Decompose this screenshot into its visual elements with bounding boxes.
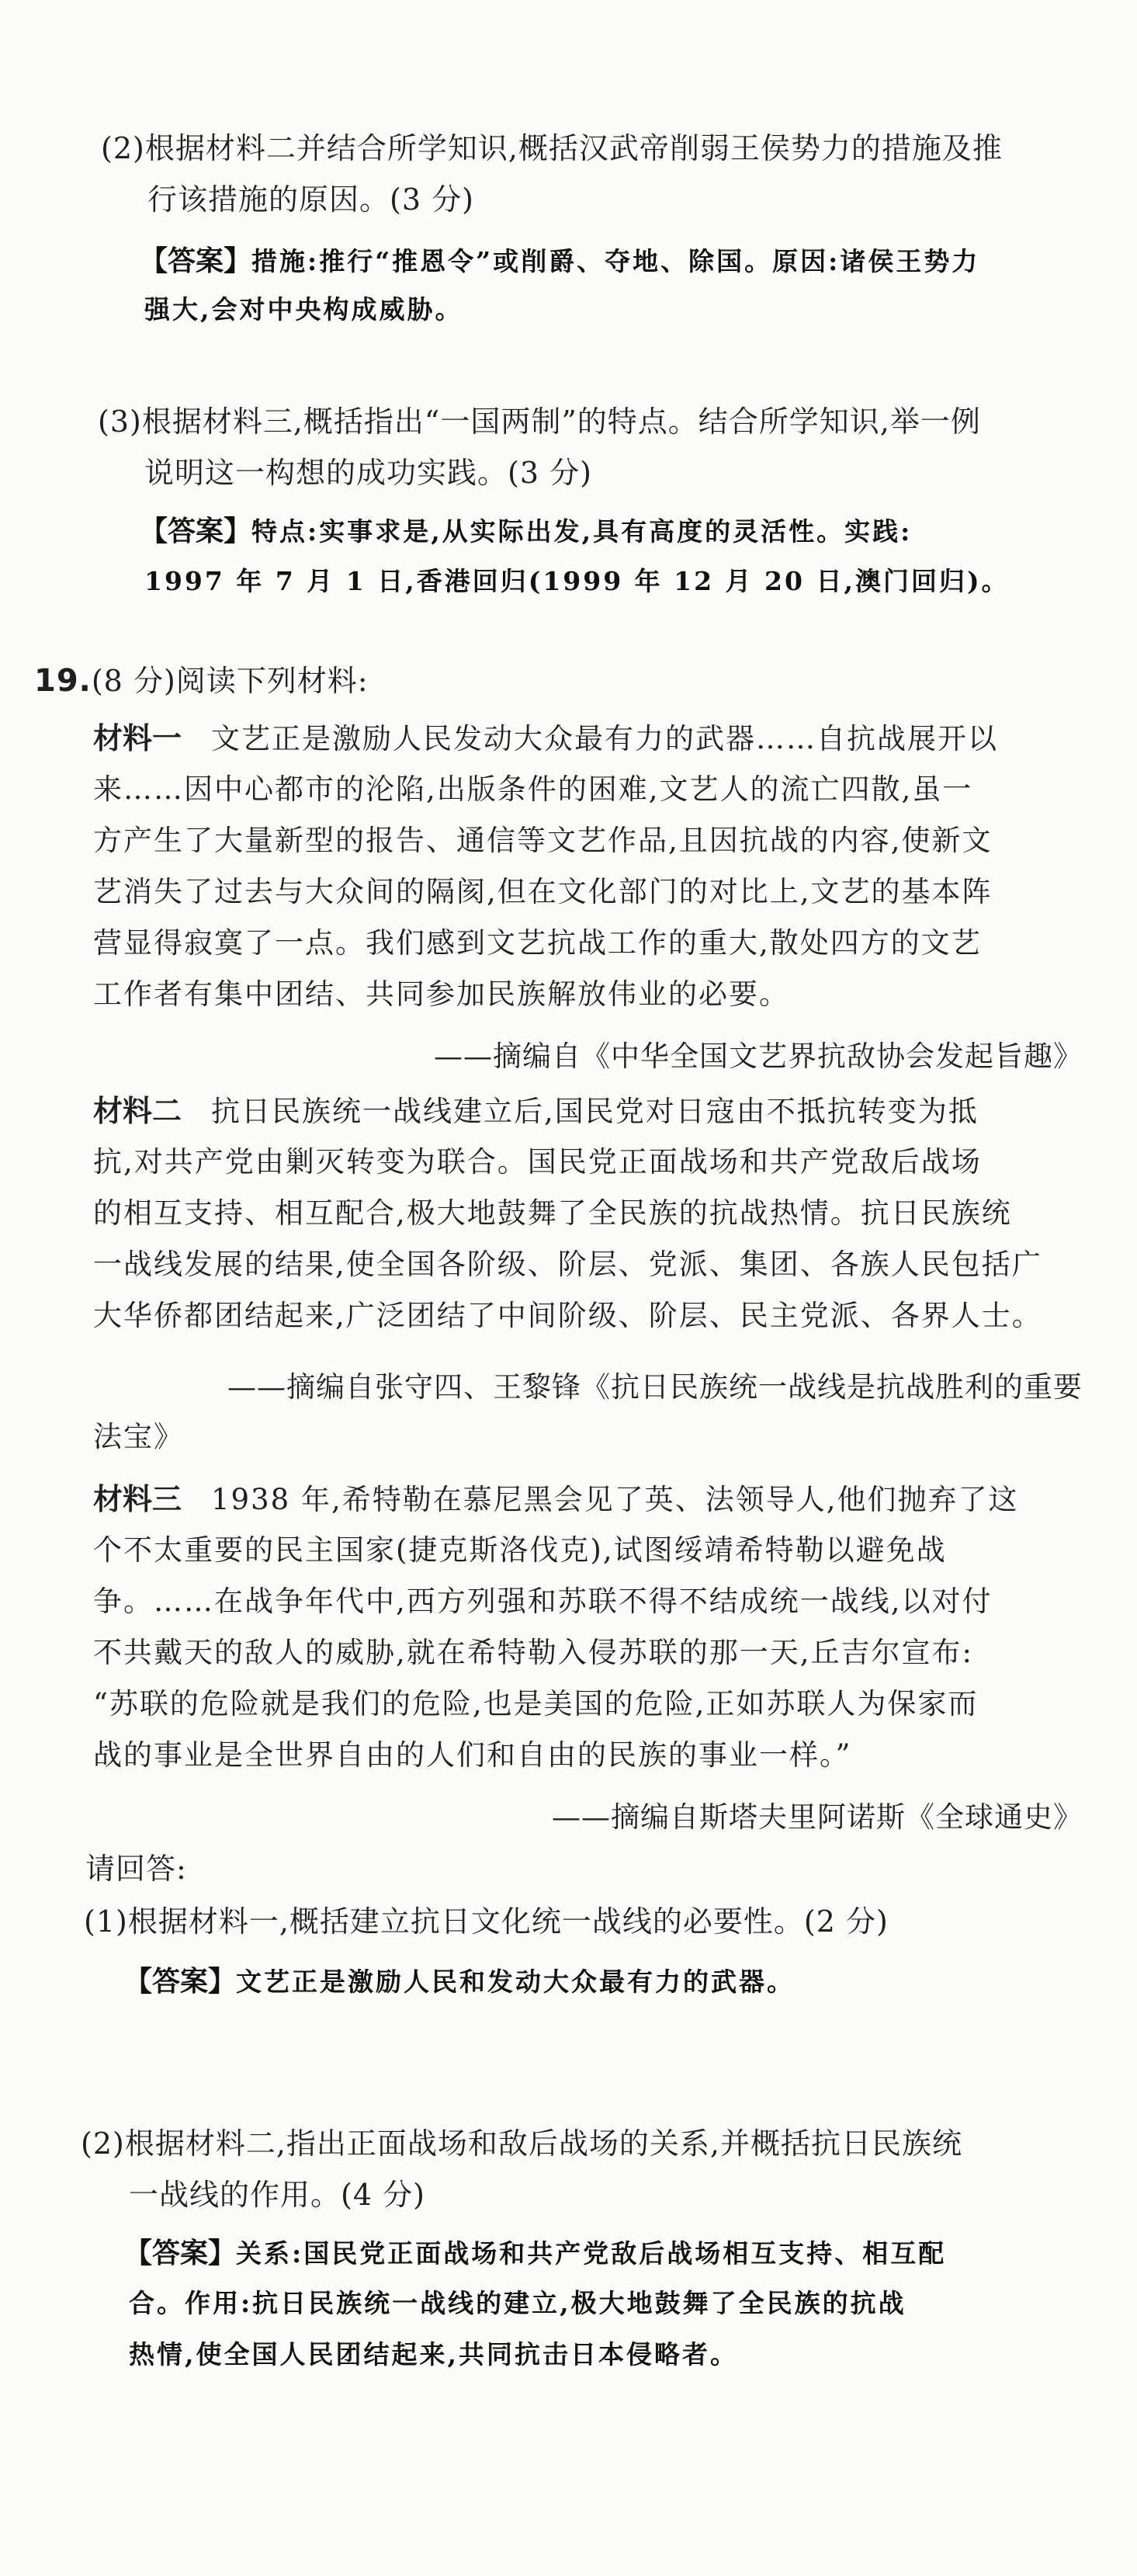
question-2-text-line1: (2)根据材料二并结合所学知识,概括汉武帝削弱王侯势力的措施及推 xyxy=(101,131,1003,165)
please-answer-label: 请回答: xyxy=(85,1852,187,1886)
answer-text: 措施:推行“推恩令”或削爵、夺地、除国。原因:诸侯王势力 xyxy=(251,246,980,276)
answer-text: 文艺正是激励人民和发动大众最有力的武器。 xyxy=(236,1967,796,1997)
material-2-line3: 的相互支持、相互配合,极大地鼓舞了全民族的抗战热情。抗日民族统 xyxy=(93,1196,1012,1230)
material-2-source-line1: ——摘编自张守四、王黎锋《抗日民族统一战线是抗战胜利的重要 xyxy=(227,1370,1083,1404)
question-2-answer-line1 xyxy=(140,244,979,279)
material-1-line5: 营显得寂寞了一点。我们感到文艺抗战工作的重大,散处四方的文艺 xyxy=(93,926,982,960)
material-3-text: 1938 年,希特勒在慕尼黑会见了英、法领导人,他们抛弃了这 xyxy=(211,1483,1019,1516)
q19-sub-2-answer-line2: 合。作用:抗日民族统一战线的建立,极大地鼓舞了全民族的抗战 xyxy=(129,2288,906,2318)
material-2-line5: 大华侨都团结起来,广泛团结了中间阶级、阶层、民主党派、各界人士。 xyxy=(93,1299,1042,1332)
material-3-source: ——摘编自斯塔夫里阿诺斯《全球通史》 xyxy=(552,1800,1083,1834)
material-1-text: 文艺正是激励人民发动大众最有力的武器……自抗战展开以 xyxy=(211,722,999,755)
question-intro: (8 分)阅读下列材料: xyxy=(91,664,369,698)
material-1-line3: 方产生了大量新型的报告、通信等文艺作品,且因抗战的内容,使新文 xyxy=(93,824,993,857)
answer-text: 特点:实事求是,从实际出发,具有高度的灵活性。实践: xyxy=(251,516,913,547)
material-1-line2: 来……因中心都市的沦陷,出版条件的困难,文艺人的流亡四散,虽一 xyxy=(93,772,973,806)
q19-sub-2-answer-line3: 热情,使全国人民团结起来,共同抗击日本侵略者。 xyxy=(129,2339,738,2369)
material-3-line4: 不共戴天的敌人的威胁,就在希特勒入侵苏联的那一天,丘吉尔宣布: xyxy=(93,1636,973,1669)
question-2-answer-line2: 强大,会对中央构成威胁。 xyxy=(144,294,463,325)
material-3-line3: 争。……在战争年代中,西方列强和苏联不得不结成统一战线,以对付 xyxy=(93,1585,993,1618)
q19-sub-1-text: (1)根据材料一,概括建立抗日文化统一战线的必要性。(2 分) xyxy=(84,1904,889,1939)
answer-tag: 【答案】 xyxy=(140,245,252,277)
question-number: 19. xyxy=(34,663,92,699)
material-1-source: ——摘编自《中华全国文艺界抗敌协会发起旨趣》 xyxy=(434,1040,1083,1073)
q19-sub-2-answer-line1 xyxy=(124,2236,946,2272)
material-3-line2: 个不太重要的民主国家(捷克斯洛伐克),试图绥靖希特勒以避免战 xyxy=(93,1533,947,1567)
material-2-tag: 材料二 xyxy=(93,1094,182,1128)
q19-sub-2-text-line1: (2)根据材料二,指出正面战场和敌后战场的关系,并概括抗日民族统 xyxy=(81,2126,962,2161)
material-3-line1 xyxy=(93,1480,1018,1519)
q19-sub-2-text-line2: 一战线的作用。(4 分) xyxy=(129,2178,425,2212)
question-3-answer-line1 xyxy=(140,514,912,550)
material-1-line1 xyxy=(93,719,998,759)
answer-tag: 【答案】 xyxy=(140,516,252,547)
material-3-line5: “苏联的危险就是我们的危险,也是美国的危险,正如苏联人为保家而 xyxy=(93,1687,979,1720)
q19-sub-1-answer xyxy=(124,1964,795,2000)
answer-tag: 【答案】 xyxy=(124,2238,237,2269)
question-3-answer-line2: 1997 年 7 月 1 日,香港回归(1999 年 12 月 20 日,澳门回归)。 xyxy=(144,566,1010,596)
material-3-tag: 材料三 xyxy=(93,1482,182,1516)
material-3-line6: 战的事业是全世界自由的人们和自由的民族的事业一样。” xyxy=(93,1738,852,1772)
question-3-text-line1: (3)根据材料三,概括指出“一国两制”的特点。结合所学知识,举一例 xyxy=(98,404,981,439)
answer-text: 关系:国民党正面战场和共产党敌后战场相互支持、相互配 xyxy=(236,2238,947,2269)
material-2-line2: 抗,对共产党由剿灭转变为联合。国民党正面战场和共产党敌后战场 xyxy=(93,1145,982,1179)
material-1-line4: 艺消失了过去与大众间的隔阂,但在文化部门的对比上,文艺的基本阵 xyxy=(93,875,993,908)
material-2-line4: 一战线发展的结果,使全国各阶级、阶层、党派、集团、各族人民包括广 xyxy=(93,1248,1042,1281)
question-2-text-line2: 行该措施的原因。(3 分) xyxy=(147,182,474,217)
material-1-line6: 工作者有集中团结、共同参加民族解放伟业的必要。 xyxy=(93,977,789,1011)
material-2-line1 xyxy=(93,1092,979,1131)
material-1-tag: 材料一 xyxy=(93,721,182,755)
question-19-heading xyxy=(34,661,369,700)
answer-tag: 【答案】 xyxy=(124,1966,237,1998)
question-3-text-line2: 说明这一构想的成功实践。(3 分) xyxy=(144,456,592,490)
material-2-source-line2: 法宝》 xyxy=(93,1420,184,1453)
material-2-text: 抗日民族统一战线建立后,国民党对日寇由不抵抗转变为抵 xyxy=(211,1095,979,1128)
